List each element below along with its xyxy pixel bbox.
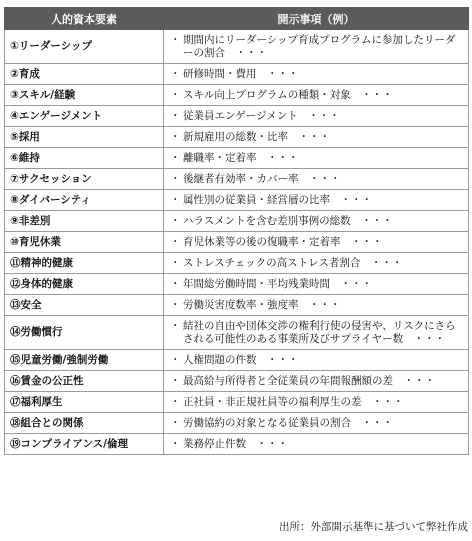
disclosure-wrap — [170, 417, 468, 430]
disclosure-text: スキル向上プログラムの種類・対象 ・・・ — [183, 88, 393, 101]
disclosure-wrap — [170, 438, 468, 451]
disclosure-wrap — [170, 299, 468, 312]
element-name: ⑭労働慣行 — [5, 316, 164, 350]
disclosure-cell — [164, 85, 469, 106]
disclosure-wrap — [170, 278, 468, 291]
bullet: ・ — [170, 319, 181, 332]
table-row — [5, 64, 469, 85]
bullet: ・ — [170, 235, 181, 248]
bullet: ・ — [170, 88, 181, 101]
disclosure-wrap — [170, 194, 468, 207]
bullet: ・ — [170, 298, 181, 311]
bullet: ・ — [170, 256, 181, 269]
disclosure-wrap — [170, 354, 468, 367]
table-row — [5, 392, 469, 413]
element-name: ⑪精神的健康 — [5, 253, 164, 274]
table-row — [5, 85, 469, 106]
element-name: ⑫身体的健康 — [5, 274, 164, 295]
element-name: ⑩育児休業 — [5, 232, 164, 253]
disclosure-cell — [164, 371, 469, 392]
disclosure-cell — [164, 106, 469, 127]
table-row — [5, 274, 469, 295]
table-row — [5, 316, 469, 350]
bullet: ・ — [170, 172, 181, 185]
table-row — [5, 106, 469, 127]
table-row — [5, 413, 469, 434]
element-name: ⑦サクセッション — [5, 169, 164, 190]
disclosure-cell — [164, 350, 469, 371]
element-name: ①リーダーシップ — [5, 30, 164, 64]
bullet: ・ — [170, 277, 181, 290]
header-disclosure: 開示事項（例） — [164, 8, 469, 30]
disclosure-text: 正社員・非正規社員等の福利厚生の差 ・・・ — [183, 395, 404, 408]
disclosure-wrap — [170, 396, 468, 409]
bullet: ・ — [170, 130, 181, 143]
bullet: ・ — [170, 416, 181, 429]
disclosure-text: 従業員エンゲージメント ・・・ — [183, 109, 340, 122]
element-name: ⑱組合との関係 — [5, 413, 164, 434]
disclosure-wrap — [170, 68, 468, 81]
element-name: ⑧ダイバーシティ — [5, 190, 164, 211]
disclosure-text: 離職率・定着率 ・・・ — [183, 151, 299, 164]
bullet: ・ — [170, 214, 181, 227]
table-row — [5, 371, 469, 392]
bullet: ・ — [170, 437, 181, 450]
element-name: ②育成 — [5, 64, 164, 85]
disclosure-text: ハラスメントを含む差別事例の総数 ・・・ — [183, 214, 393, 227]
disclosure-wrap — [170, 215, 468, 228]
disclosure-cell — [164, 392, 469, 413]
disclosure-wrap — [170, 131, 468, 144]
bullet: ・ — [170, 109, 181, 122]
disclosure-cell — [164, 232, 469, 253]
disclosure-cell — [164, 295, 469, 316]
element-name: ⑰福利厚生 — [5, 392, 164, 413]
source-caption: 出所：外部開示基準に基づいて弊社作成 — [279, 521, 468, 533]
disclosure-cell — [164, 169, 469, 190]
bullet: ・ — [170, 193, 181, 206]
disclosure-wrap — [170, 34, 468, 60]
bullet: ・ — [170, 374, 181, 387]
disclosure-cell — [164, 211, 469, 232]
bullet: ・ — [170, 151, 181, 164]
table-row — [5, 253, 469, 274]
disclosure-wrap — [170, 89, 468, 102]
table-row — [5, 434, 469, 455]
bullet: ・ — [170, 395, 181, 408]
disclosure-cell — [164, 434, 469, 455]
table-row — [5, 211, 469, 232]
element-name: ④エンゲージメント — [5, 106, 164, 127]
table-row — [5, 232, 469, 253]
disclosure-wrap — [170, 375, 468, 388]
disclosure-cell — [164, 148, 469, 169]
disclosure-text: 属性別の従業員・経営層の比率 ・・・ — [183, 193, 372, 206]
disclosure-text: 労働災害度数率・強度率 ・・・ — [183, 298, 341, 311]
table-row — [5, 190, 469, 211]
disclosure-cell — [164, 190, 469, 211]
disclosure-wrap — [170, 320, 468, 346]
table-body — [5, 30, 469, 455]
bullet: ・ — [170, 33, 181, 46]
disclosure-text: 最高給与所得者と全従業員の年間報酬額の差 ・・・ — [183, 374, 435, 387]
disclosure-wrap — [170, 236, 468, 249]
disclosure-cell — [164, 253, 469, 274]
disclosure-text: 年間総労働時間・平均残業時間 ・・・ — [183, 277, 372, 290]
bullet: ・ — [170, 67, 181, 80]
disclosure-wrap — [170, 173, 468, 186]
disclosure-wrap — [170, 110, 468, 123]
element-name: ⑯賃金の公正性 — [5, 371, 164, 392]
element-name: ⑨非差別 — [5, 211, 164, 232]
table-row — [5, 169, 469, 190]
element-name: ⑥維持 — [5, 148, 164, 169]
table-row — [5, 127, 469, 148]
table-row — [5, 350, 469, 371]
element-name: ⑮児童労働/強制労働 — [5, 350, 164, 371]
disclosure-cell — [164, 316, 469, 350]
disclosure-cell — [164, 64, 469, 85]
header-element: 人的資本要素 — [5, 8, 164, 30]
disclosure-cell — [164, 30, 469, 64]
disclosure-text: 結社の自由や団体交渉の権利行使の侵害や、リスクにさらされる可能性のある事業所及びサプライヤー数 ・・・ — [183, 319, 456, 345]
table-row — [5, 30, 469, 64]
disclosure-wrap — [170, 152, 468, 165]
element-name: ⑤採用 — [5, 127, 164, 148]
disclosure-text: 人権問題の件数 ・・・ — [183, 353, 299, 366]
table-row — [5, 148, 469, 169]
element-name: ③スキル/経験 — [5, 85, 164, 106]
element-name: ⑬安全 — [5, 295, 164, 316]
disclosure-text: 研修時間・費用 ・・・ — [183, 67, 299, 80]
disclosure-text: 新規雇用の総数・比率 ・・・ — [183, 130, 330, 143]
disclosure-text: 育児休業等の後の復職率・定着率 ・・・ — [183, 235, 383, 248]
human-capital-table — [4, 7, 469, 455]
element-name: ⑲コンプライアンス/倫理 — [5, 434, 164, 455]
disclosure-text: 期間内にリーダーシップ育成プログラムに参加したリーダーの割合 ・・・ — [183, 33, 456, 59]
disclosure-cell — [164, 413, 469, 434]
disclosure-text: 後継者有効率・カバー率 ・・・ — [183, 172, 341, 185]
disclosure-cell — [164, 127, 469, 148]
bullet: ・ — [170, 353, 181, 366]
disclosure-text: ストレスチェックの高ストレス者割合 ・・・ — [183, 256, 403, 269]
disclosure-wrap — [170, 257, 468, 270]
disclosure-cell — [164, 274, 469, 295]
disclosure-text: 業務停止件数 ・・・ — [183, 437, 288, 450]
table-row — [5, 295, 469, 316]
table-header-row — [5, 8, 469, 30]
disclosure-text: 労働協約の対象となる従業員の割合 ・・・ — [183, 416, 393, 429]
